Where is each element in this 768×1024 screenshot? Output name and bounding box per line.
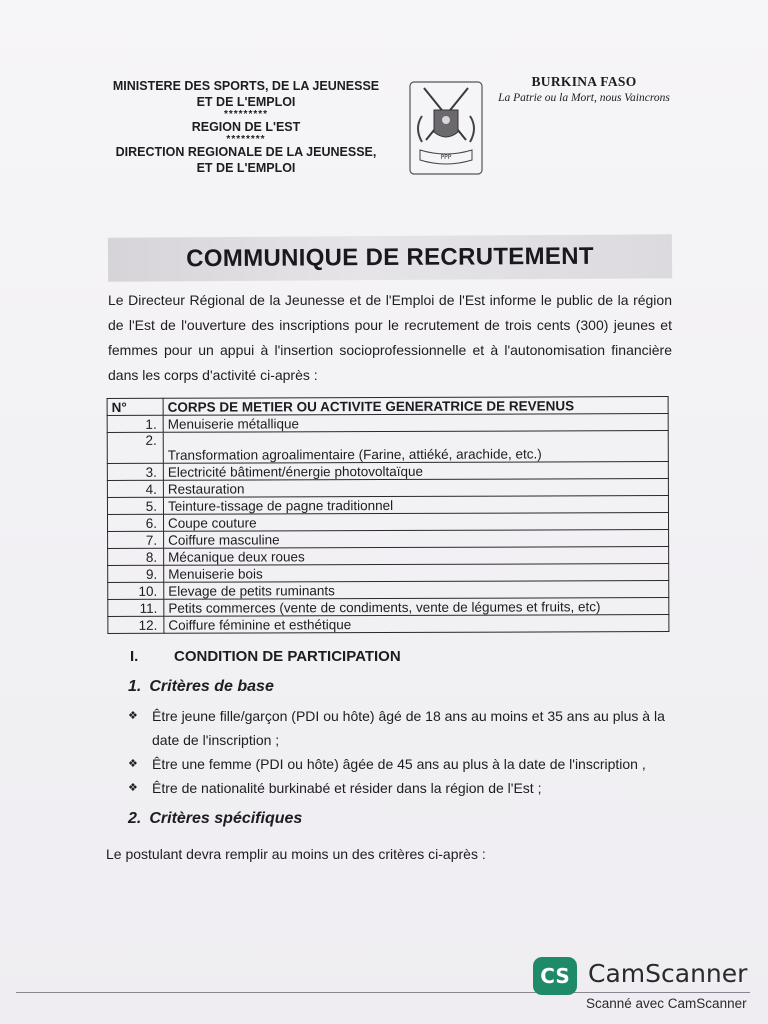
row-activity: Coiffure féminine et esthétique	[164, 615, 669, 634]
list-item	[128, 776, 688, 800]
stars-separator-1: *********	[223, 109, 269, 120]
criterion-text: Être une femme (PDI ou hôte) âgée de 45 ans au plus à la date de l'inscription ,	[152, 756, 646, 772]
subsection-title: Critères spécifiques	[149, 810, 303, 827]
table-row	[107, 496, 668, 515]
row-number: 7.	[108, 531, 164, 548]
row-activity: Teinture-tissage de pagne traditionnel	[163, 496, 668, 515]
row-activity: Restauration	[163, 479, 668, 498]
table-row	[107, 414, 668, 433]
direction-line-2: ET DE L'EMPLOI	[196, 161, 296, 175]
table-row	[108, 581, 669, 600]
row-number: 5.	[107, 497, 163, 514]
direction-line-1: DIRECTION REGIONALE DE LA JEUNESSE,	[115, 145, 377, 159]
row-activity: Menuiserie métallique	[163, 414, 668, 433]
camscanner-brand: CamScanner	[588, 959, 748, 988]
national-motto: La Patrie ou la Mort, nous Vaincrons	[498, 92, 670, 104]
subsection-title: Critères de base	[149, 678, 274, 695]
table-row	[108, 564, 669, 583]
postulant-sentence: Le postulant devra remplir au moins un des critères ci-après :	[106, 846, 486, 862]
row-number: 8.	[108, 548, 164, 565]
emblem-ribbon-text: PPP	[440, 154, 452, 161]
table-row	[108, 598, 669, 617]
section-heading	[130, 648, 401, 665]
diamond-bullet-icon: ❖	[128, 782, 138, 794]
coat-of-arms-emblem	[408, 80, 484, 176]
row-activity: Transformation agroalimentaire (Farine, attiéké, arachide, etc.)	[163, 431, 668, 464]
ministry-line-2: ET DE L'EMPLOI	[196, 95, 296, 109]
stars-separator-2: ********	[226, 134, 266, 145]
document-title: COMMUNIQUE DE RECRUTEMENT	[186, 242, 594, 273]
row-number: 4.	[107, 480, 163, 497]
subsection-heading-1	[128, 678, 274, 696]
row-number: 10.	[108, 582, 164, 599]
row-number: 6.	[107, 514, 163, 531]
country-header	[486, 74, 682, 104]
row-activity: Petits commerces (vente de condiments, vente de légumes et fruits, etc)	[164, 598, 669, 617]
row-activity: Electricité bâtiment/énergie photovoltaïque	[163, 462, 668, 481]
criterion-text: Être jeune fille/garçon (PDI ou hôte) âgé de 18 ans au moins et 35 ans au plus à la date de l'inscription ;	[152, 708, 665, 748]
row-activity: Mécanique deux roues	[164, 547, 669, 566]
row-number: 3.	[107, 463, 163, 480]
subsection-number: 2.	[128, 810, 142, 827]
section-number: I.	[130, 648, 139, 665]
ministry-header	[96, 78, 396, 176]
row-number: 12.	[108, 616, 164, 633]
row-activity: Menuiserie bois	[164, 564, 669, 583]
diamond-bullet-icon: ❖	[128, 758, 138, 770]
activity-table	[107, 396, 670, 634]
list-item	[128, 752, 688, 776]
table-row	[107, 479, 668, 498]
subsection-heading-2	[128, 810, 302, 828]
table-row	[107, 462, 668, 481]
column-header-number: N°	[107, 398, 163, 415]
row-activity: Coupe couture	[163, 513, 668, 532]
criterion-text: Être de nationalité burkinabé et résider dans la région de l'Est ;	[152, 780, 542, 796]
criteria-list	[128, 704, 688, 800]
table-row	[107, 431, 668, 464]
camscanner-caption: Scanné avec CamScanner	[586, 996, 747, 1011]
subsection-number: 1.	[128, 678, 142, 695]
section-title: CONDITION DE PARTICIPATION	[174, 648, 401, 665]
row-number: 2.	[107, 432, 163, 463]
diamond-bullet-icon: ❖	[128, 710, 138, 722]
table-row	[108, 530, 669, 549]
table-header-row	[107, 397, 668, 416]
table-row	[108, 547, 669, 566]
row-number: 1.	[107, 415, 163, 432]
row-activity: Coiffure masculine	[164, 530, 669, 549]
ministry-line-1: MINISTERE DES SPORTS, DE LA JEUNESSE	[112, 79, 380, 93]
country-name: BURKINA FASO	[531, 74, 637, 89]
region-line: REGION DE L'EST	[191, 120, 301, 134]
intro-paragraph: Le Directeur Régional de la Jeunesse et de l'Emploi de l'Est informe le public de la région de l'Est de l'ouverture des inscriptions pour le recrutement de trois cents (300) jeunes et femmes pour un appui à l'insertion socioprofessionnelle et à l'autonomisation financière dans les corps d'activité ci-après :	[108, 292, 672, 383]
table-row	[108, 615, 669, 634]
list-item	[128, 704, 688, 752]
row-number: 11.	[108, 599, 164, 616]
bottom-rule	[16, 992, 750, 993]
row-number: 9.	[108, 565, 164, 582]
row-activity: Elevage de petits ruminants	[164, 581, 669, 600]
title-banner	[108, 234, 672, 281]
column-header-activity: CORPS DE METIER OU ACTIVITE GENERATRICE DE REVENUS	[163, 397, 668, 416]
table-row	[107, 513, 668, 532]
camscanner-logo-icon: CS	[533, 957, 577, 995]
